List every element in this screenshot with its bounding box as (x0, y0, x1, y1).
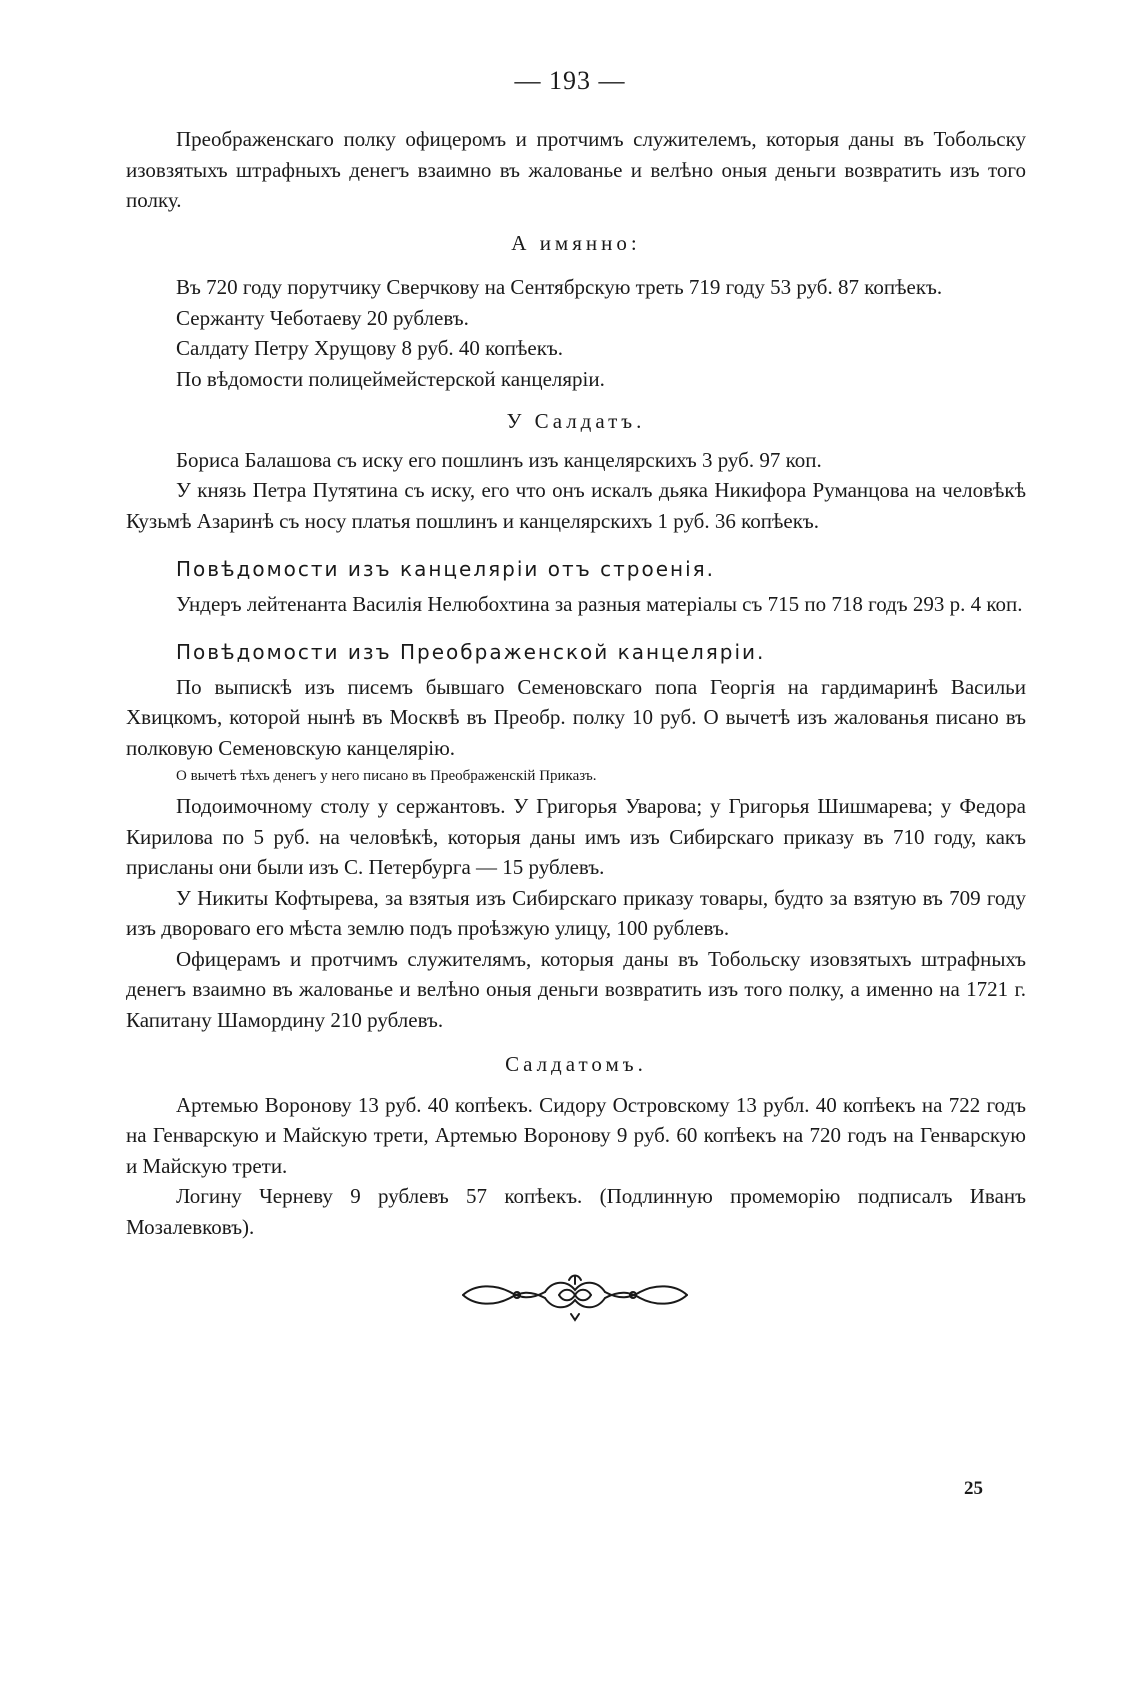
entry-line: По вѣдомости полицеймейстерской канцеляріи. (176, 366, 605, 391)
footnote-small: О вычетѣ тѣхъ денегъ у него писано въ Преображенскій Приказъ. (176, 768, 597, 784)
subheading-preobrazhenskaya: Повѣдомости изъ Преображенской канцеляріи. (176, 640, 766, 664)
subheading-stroenie: Повѣдомости изъ канцеляріи отъ строенія. (176, 557, 716, 581)
document-body (126, 124, 1026, 1242)
heading-imyanno: А имянно: (511, 230, 641, 255)
entry-line: Въ 720 году порутчику Сверчкову на Сентябрскую треть 719 году 53 руб. 87 копѣекъ. (176, 275, 943, 299)
entry-paragraph: У князь Петра Путятина съ иску, его что онъ искалъ дьяка Никифора Руманцова на человѣкѣ Кузьмѣ Азаринѣ съ носу платья пошлинъ и канцелярскихъ 1 руб. 36 копѣекъ. (126, 478, 1026, 533)
intro-paragraph: Преображенскаго полку офицеромъ и протчимъ служителемъ, которыя даны въ Тобольску изовзятыхъ штрафныхъ денегъ взаимно въ жалованье и велѣно оныя деньги возвратить изъ того полку. (126, 127, 1026, 212)
page-number: — 193 — (514, 66, 626, 95)
entry-paragraph: По выпискѣ изъ писемъ бывшаго Семеновскаго попа Георгія на гардимаринѣ Васильи Хвицкомъ, которой нынѣ въ Москвѣ въ Преобр. полку 10 руб. О вычетѣ изъ жалованья писано въ полковую Семеновскую канцелярію. (126, 674, 1026, 760)
entry-paragraph: Артемью Воронову 13 руб. 40 копѣекъ. Сидору Островскому 13 рубл. 40 копѣекъ на 722 годъ на Генварскую и Майскую трети, Артемью Воронову 9 руб. 60 копѣекъ на 720 годъ на Генварскую и Майскую трети. (126, 1092, 1026, 1178)
signature-mark: 25 (964, 1478, 983, 1499)
entry-paragraph: Офицерамъ и протчимъ служителямъ, которыя даны въ Тобольску изовзятыхъ штрафныхъ денегъ взаимно въ жалованье и велѣно оныя деньги возвратить изъ того полку, а именно на 1721 г. Капитану Шамордину 210 рублевъ. (126, 946, 1026, 1032)
decorative-ornament-icon (455, 1262, 695, 1328)
entry-paragraph: Логину Черневу 9 рублевъ 57 копѣекъ. (Подлинную промеморію подписалъ Иванъ Мозалевковъ). (126, 1184, 1026, 1239)
entry-line: Салдату Петру Хрущову 8 руб. 40 копѣекъ. (176, 336, 564, 360)
entry-line: Бориса Балашова съ иску его пошлинъ изъ канцелярскихъ 3 руб. 97 коп. (176, 447, 822, 472)
entry-paragraph: Ундеръ лейтенанта Василія Нелюбохтина за разныя матеріалы съ 715 по 718 годъ 293 р. 4 коп. (176, 591, 1023, 616)
entry-paragraph: У Никиты Кофтырева, за взятыя изъ Сибирскаго приказу товары, будто за взятую въ 709 году изъ двороваго его мѣста землю подъ проѣзжую улицу, 100 рублевъ. (126, 885, 1026, 940)
heading-soldat: У Салдатъ. (506, 409, 646, 433)
entry-paragraph: Подоимочному столу у сержантовъ. У Григорья Уварова; у Григорья Шишмарева; у Федора Кирилова по 5 руб. на человѣкѣ, которыя даны имъ изъ Сибирскаго приказу въ 710 году, какъ присланы они были изъ С. Петербурга — 15 рублевъ. (126, 794, 1026, 879)
entry-line: Сержанту Чеботаеву 20 рублевъ. (176, 305, 469, 330)
heading-soldatom: Салдатомъ. (505, 1052, 647, 1076)
